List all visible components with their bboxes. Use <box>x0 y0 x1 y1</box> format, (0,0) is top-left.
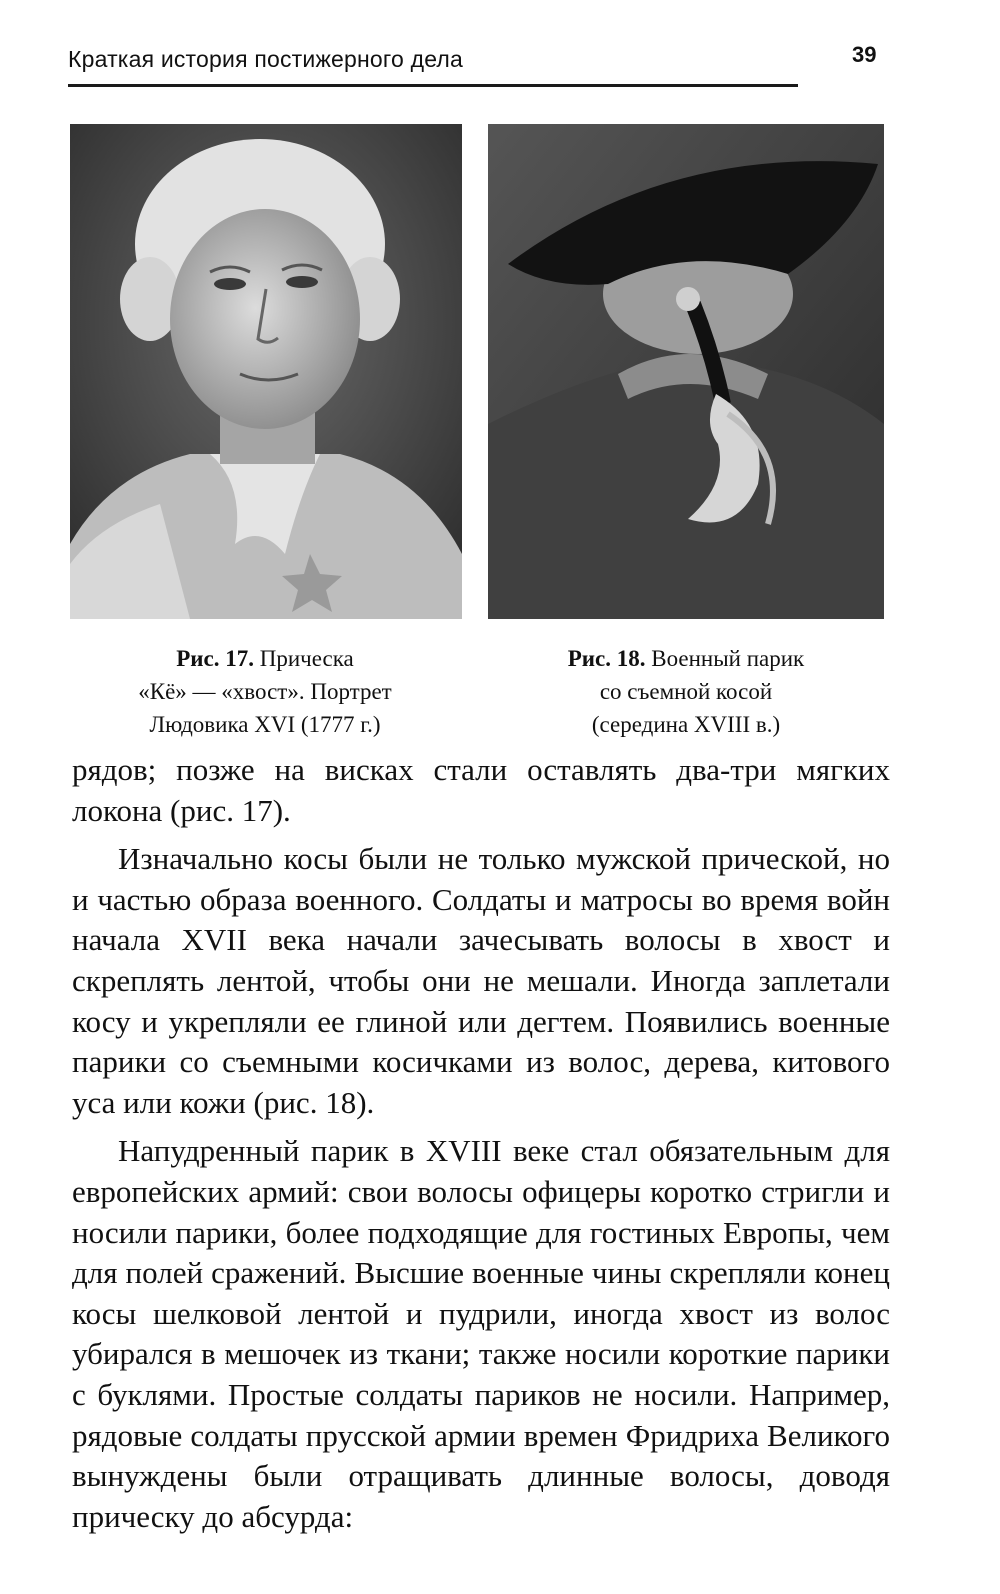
caption-line: Людовика XVI (1777 г.) <box>149 712 381 737</box>
caption-line: Военный парик <box>651 646 805 671</box>
figure-17-portrait <box>70 124 462 619</box>
caption-line: «Кё» — «хвост». Портрет <box>138 679 392 704</box>
body-text <box>72 750 890 1537</box>
figure-17-caption <box>70 642 460 741</box>
military-wig-illustration <box>488 124 884 619</box>
chapter-title: Краткая история постижерного дела <box>68 46 464 72</box>
figure-17-label: Рис. 17. <box>176 646 254 671</box>
figure-18-label: Рис. 18. <box>567 646 646 671</box>
figure-18-caption <box>488 642 884 741</box>
caption-line: (середина XVIII в.) <box>591 712 781 737</box>
figure-18-military-wig <box>488 124 884 619</box>
paragraph: Изначально косы были не только мужской прической, но и частью образа военного. Солдаты и матросы во время войн начала XVII века начали зачесывать волосы в хвост и скреплять лентой, чтобы они не мешали. Иногда заплетали косу и укрепляли ее глиной или дегтем. Появились военные парики со съемными косичками из волос, дерева, китового уса или кожи (рис. 18). <box>72 841 890 1120</box>
running-header <box>68 44 798 87</box>
caption-line: Прическа <box>259 646 354 671</box>
portrait-illustration <box>70 124 462 619</box>
paragraph: Напудренный парик в XVIII веке стал обязательным для европейских армий: свои волосы офицеры коротко стригли и носили парики, более подходящие для гостиных Европы, чем для полей сражений. Высшие военные чины скрепляли конец косы шелковой лентой и пудрили, иногда хвост из волос убирался в мешочек из ткани; также носили короткие парики с буклями. Простые солдаты париков не носили. Например, рядовые солдаты прусской армии времен Фридриха Великого вынуждены были отращивать длинные волосы, доводя прическу до абсурда: <box>72 1133 890 1534</box>
page-number: 39 <box>852 42 877 67</box>
caption-line: со съемной косой <box>599 679 773 704</box>
paragraph: рядов; позже на висках стали оставлять два-три мягких локона (рис. 17). <box>72 752 890 828</box>
